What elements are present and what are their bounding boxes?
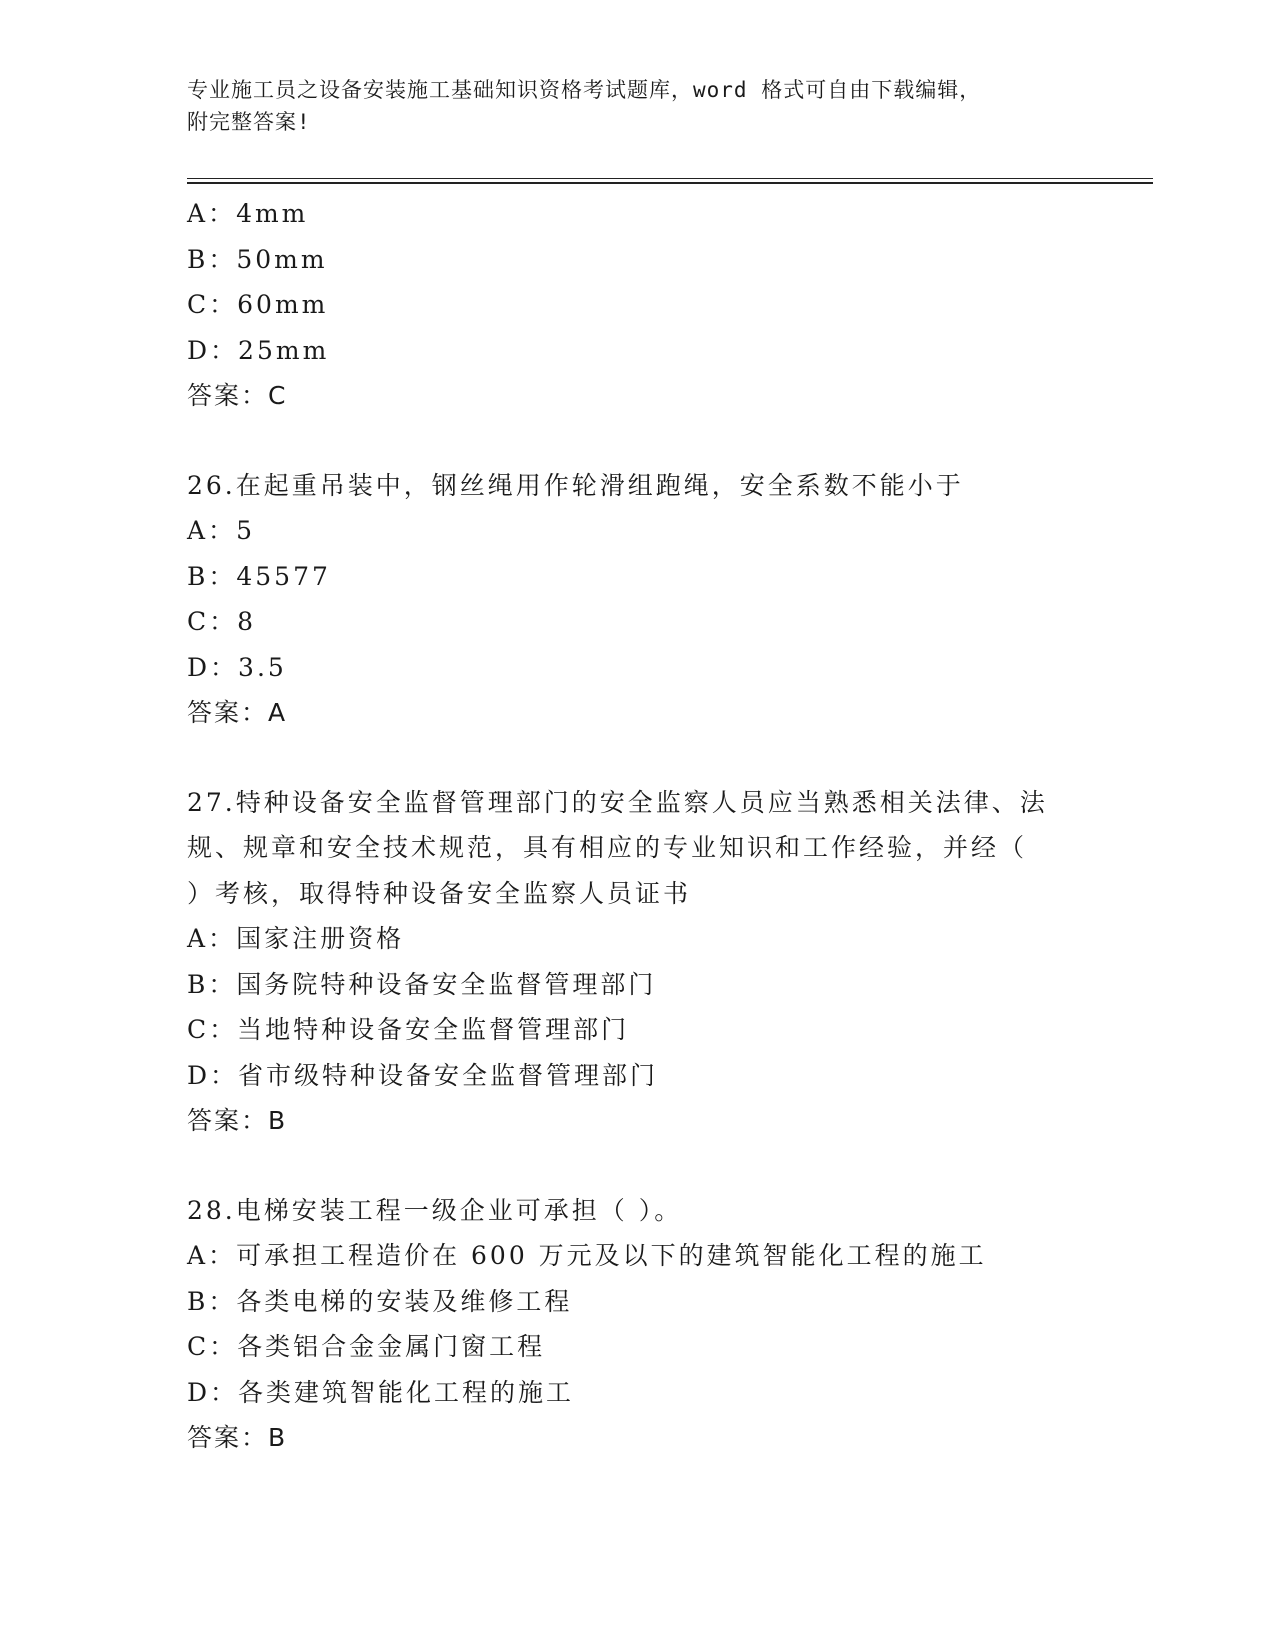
option-text: 各类电梯的安装及维修工程 bbox=[236, 1286, 573, 1316]
option-d bbox=[187, 328, 1087, 374]
option-key: A： bbox=[187, 199, 237, 228]
spacer bbox=[187, 736, 1087, 780]
option-text: 当地特种设备安全监督管理部门 bbox=[237, 1015, 630, 1044]
header-divider-thick bbox=[187, 182, 1153, 184]
option-b bbox=[187, 237, 1087, 283]
option-key: C： bbox=[187, 1015, 238, 1044]
question-stem-line-3: ）考核，取得特种设备安全监察人员证书 bbox=[187, 878, 692, 908]
header-line-2: 附完整答案! bbox=[187, 110, 311, 134]
option-key: C： bbox=[187, 1332, 238, 1361]
spacer bbox=[187, 1144, 1087, 1188]
option-text: 45577 bbox=[236, 561, 331, 591]
question-stem-line-1: 27.特种设备安全监督管理部门的安全监察人员应当熟悉相关法律、法 bbox=[187, 787, 1048, 817]
option-text: 国家注册资格 bbox=[236, 924, 405, 953]
option-b bbox=[187, 962, 1087, 1008]
option-key: B： bbox=[187, 561, 237, 591]
option-text: 5 bbox=[236, 516, 255, 545]
option-b bbox=[187, 1279, 1087, 1325]
question-27 bbox=[187, 780, 1087, 1144]
option-key: A： bbox=[187, 924, 237, 953]
answer: 答案：A bbox=[187, 698, 288, 727]
option-b bbox=[187, 554, 1087, 600]
answer: 答案：B bbox=[187, 1423, 288, 1452]
option-a bbox=[187, 1233, 1087, 1279]
option-text: 3.5 bbox=[238, 652, 287, 682]
question-28 bbox=[187, 1188, 1087, 1461]
answer: 答案：C bbox=[187, 381, 288, 410]
question-list bbox=[187, 191, 1087, 1461]
option-key: A： bbox=[187, 1241, 237, 1270]
option-d bbox=[187, 1053, 1087, 1099]
option-key: B： bbox=[187, 969, 237, 999]
option-text: 省市级特种设备安全监督管理部门 bbox=[238, 1060, 659, 1090]
option-d bbox=[187, 1370, 1087, 1416]
option-key: D： bbox=[187, 1377, 239, 1407]
option-d bbox=[187, 645, 1087, 691]
question-26 bbox=[187, 463, 1087, 736]
option-key: D： bbox=[187, 335, 239, 365]
option-a bbox=[187, 191, 1087, 237]
document-header bbox=[187, 74, 1087, 138]
option-key: A： bbox=[187, 516, 237, 545]
option-a bbox=[187, 916, 1087, 962]
option-key: B： bbox=[187, 1286, 237, 1316]
option-text: 各类铝合金金属门窗工程 bbox=[237, 1332, 546, 1361]
option-key: B： bbox=[187, 244, 237, 274]
question-25 bbox=[187, 191, 1087, 419]
option-text: 国务院特种设备安全监督管理部门 bbox=[236, 969, 657, 999]
option-a bbox=[187, 508, 1087, 554]
option-c bbox=[187, 1324, 1087, 1370]
header-divider-thin bbox=[187, 178, 1153, 179]
option-c bbox=[187, 282, 1087, 328]
question-stem: 26.在起重吊装中，钢丝绳用作轮滑组跑绳，安全系数不能小于 bbox=[187, 470, 964, 500]
spacer bbox=[187, 419, 1087, 463]
option-text: 可承担工程造价在 600 万元及以下的建筑智能化工程的施工 bbox=[236, 1241, 987, 1270]
header-line-1: 专业施工员之设备安装施工基础知识资格考试题库，word 格式可自由下载编辑， bbox=[187, 78, 982, 102]
option-text: 50mm bbox=[236, 244, 328, 274]
option-c bbox=[187, 1007, 1087, 1053]
option-text: 25mm bbox=[238, 335, 330, 365]
option-c bbox=[187, 599, 1087, 645]
answer: 答案：B bbox=[187, 1106, 288, 1135]
option-key: C： bbox=[187, 607, 238, 636]
option-text: 60mm bbox=[237, 290, 329, 319]
option-text: 各类建筑智能化工程的施工 bbox=[238, 1377, 575, 1407]
option-text: 8 bbox=[237, 607, 257, 636]
option-text: 4mm bbox=[236, 199, 309, 228]
option-key: C： bbox=[187, 290, 238, 319]
option-key: D： bbox=[187, 652, 239, 682]
question-stem-line-2: 规、规章和安全技术规范，具有相应的专业知识和工作经验，并经（ bbox=[187, 833, 1028, 862]
option-key: D： bbox=[187, 1060, 239, 1090]
question-stem: 28.电梯安装工程一级企业可承担（ ）。 bbox=[187, 1195, 683, 1225]
